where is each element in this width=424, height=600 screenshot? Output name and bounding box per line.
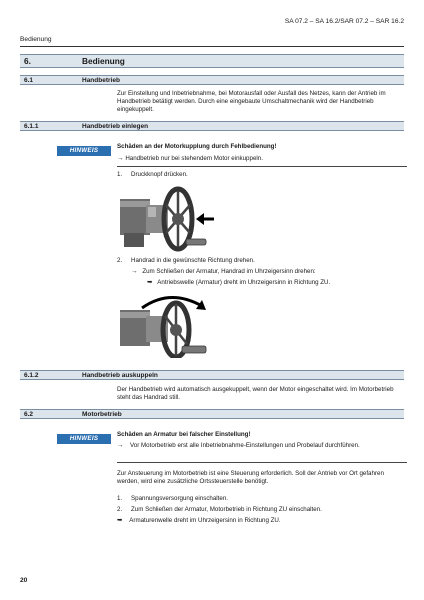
notice-label: HINWEIS [57,146,111,156]
result-text: Armaturenwelle dreht im Uhrzeigersinn in Richtung ZU. [129,517,281,524]
section-title: Handbetrieb [82,77,120,84]
notice-divider [117,166,407,167]
step-2-result-text: Antriebswelle (Armatur) dreht im Uhrzeigersinn in Richtung ZU. [157,279,331,286]
notice-instruction [117,442,407,450]
arrow-right-icon: → [117,155,124,162]
arrow-right-icon: → [131,268,138,275]
notice-instruction [117,155,263,163]
section-6-1-text: Zur Einstellung und Inbetriebnahme, bei Motorausfall oder Ausfall des Netzes, kann der Antrieb im Handbetrieb betätigt werden. Durch eine eingebaute Umschaltmechanik wird der Handbetrieb eingekuppelt. [117,90,386,113]
section-number: 6.1 [24,77,34,84]
step-2-text: Zum Schließen der Armatur, Motorbetrieb in Richtung ZU einschalten. [131,506,322,513]
result-arrow-icon: ➥ [147,279,153,286]
page-number: 20 [20,577,28,584]
handwheel-push-button-illustration [120,185,220,253]
result-arrow-icon: ➥ [117,517,123,524]
step-2-text: Handrad in die gewünschte Richtung drehen. [131,257,255,264]
section-6-1-2-text: Der Handbetrieb wird automatisch ausgekuppelt, wenn der Motor eingeschaltet wird. Im Motorbetrieb steht das Handrad still. [117,386,394,401]
section-number: 6.2 [24,411,34,418]
header-divider [20,46,404,47]
section-title: Handbetrieb auskuppeln [82,372,158,379]
section-title: Bedienung [82,56,125,66]
section-number: 6. [24,56,31,66]
notice-title: Schäden an Armatur bei falscher Einstellung! [117,431,251,438]
notice-title: Schäden an der Motorkupplung durch Fehlbedienung! [117,143,277,150]
section-6-2-heading [20,409,404,419]
section-number: 6.1.2 [24,372,39,379]
notice-label: HINWEIS [57,434,111,444]
notice-instruction-text: Handbetrieb nur bei stehendem Motor einkuppeln. [125,155,263,162]
step-2-number: 2. [117,506,123,513]
step-2-result [147,279,330,287]
step-2-instruction [131,268,316,276]
section-6-1-1-heading [20,121,404,131]
step-1-number: 1. [117,171,123,178]
document-title: SA 07.2 – SA 16.2/SAR 07.2 – SAR 16.2 [284,18,404,25]
section-title: Handbetrieb einlegen [82,123,149,130]
step-1-number: 1. [117,495,123,502]
step-2-instruction-text: Zum Schließen der Armatur, Handrad im Uhrzeigersinn drehen: [142,268,316,275]
section-6-1-2-heading [20,370,404,380]
arrow-right-icon: → [117,442,124,449]
notice-instruction-text: Vor Motorbetrieb erst alle Inbetriebnahme-Einstellungen und Probelauf durchführen. [130,442,360,449]
step-2-number: 2. [117,257,123,264]
section-6-2-text: Zur Ansteuerung im Motorbetrieb ist eine Steuerung erforderlich. Soll der Antrieb vor Ort gefahren werden, wird eine zusätzliche Ortssteuerstelle benötigt. [117,470,384,485]
step-1-text: Spannungsversorgung einschalten. [131,495,229,502]
section-6-heading [20,54,404,68]
section-6-1-heading [20,75,404,85]
section-title: Motorbetrieb [82,411,122,418]
chapter-label: Bedienung [20,36,52,43]
section-number: 6.1.1 [24,123,39,130]
handwheel-rotation-illustration [120,290,220,358]
step-1-text: Druckknopf drücken. [131,171,188,178]
notice-divider [117,462,407,463]
result [117,517,281,525]
